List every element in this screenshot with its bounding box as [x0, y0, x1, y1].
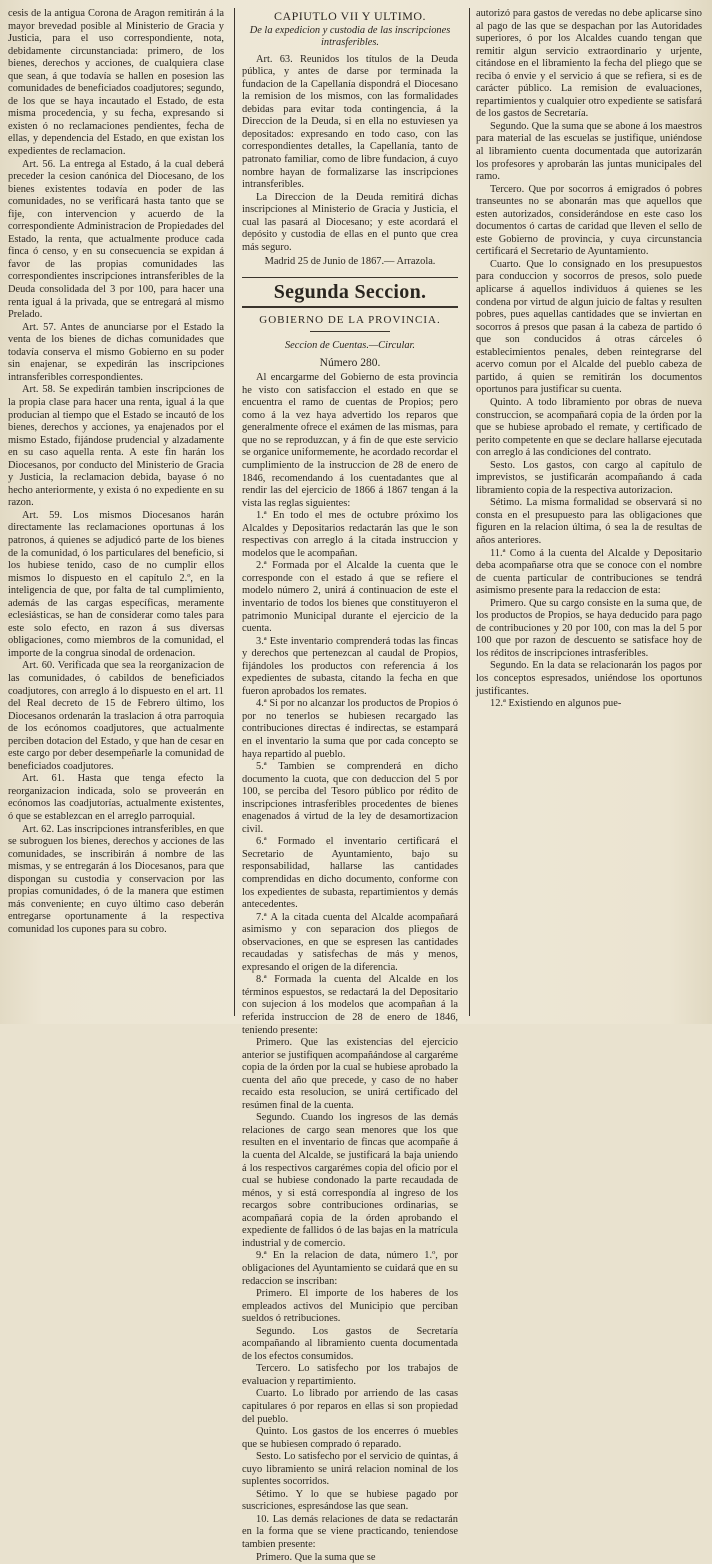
gobierno-heading: GOBIERNO DE LA PROVINCIA.: [259, 314, 441, 327]
left-column: [8, 8, 224, 1018]
paragraph: Segundo. Cuando los ingresos de las demás relaciones de cargo sean menores que los que resulten en el inventario de fincas que acompañe á la cuenta del Alcalde, se justificará la baja uniendo á los respectivos cargarémes copia del oficio por el cual se hubiese condonado la parte recaudada de ménos, y si está correspondía al ingreso de los recargos sobre contribuciones ordinarias, se acompañará copia de la órden aprobando el expediente de fallidos ó de las bajas en la matrícula industrial y de comercio.: [242, 1112, 458, 1249]
numero-heading: Número 280.: [319, 356, 381, 369]
paragraph: autorizó para gastos de veredas no debe aplicarse sino al pago de las que se despachan por las Autoridades superiores, ó por los Alcaldes cuando tengan que remitir algun servicio extraordinario y urjente, citándose en el libramiento la fecha del pliego que se reciba ó envie y el servicio á que se refiera, si es de carácter público. La remision de evaluaciones, repartimientos y cualquier otro expediente se satisfará de los gastos de Secretaría.: [476, 8, 702, 120]
section-title: Segunda Seccion.: [273, 280, 427, 303]
paragraph: Primero. Que las existencias del ejercicio anterior se justifiquen acompañándose al cargaréme copia de la órden por la cual se hubiese aprobado la cuenta del año que precede, y caso de no haber recaido esta resolucion, se unirá certificado del resúmen final de la cuenta.: [242, 1037, 458, 1111]
article-56: Art. 56. La entrega al Estado, á la cual deberá preceder la cesion canónica del Diocesano, de los bienes existentes todavía en poder de las comunidades, no se verificará hasta tanto que se fije, con intervencion y acuerdo de la correspondiente Administracion de Propiedades del Estado, la renta, que actualmente produce cada finca ó censo, y en su consecuencia se expidan á favor de las propias comunidades las correspondientes inscripciones intransferibles de la Deuda consolidada del 3 por 100, para hacer una renta igual á la privada, que se entregará al mismo Prelado.: [8, 158, 224, 321]
paragraph: Tercero. Que por socorros á emigrados ó pobres transeuntes no se abonarán mas que aquellos que esten autorizados, considerándose en este caso los documentos ó cartas de caridad que lleven el sello de este Gobierno de provincia, y cuya circunstancia certificará el Secretario de Ayuntamiento.: [476, 183, 702, 258]
right-column: [476, 8, 702, 1018]
article-60: Art. 60. Verificada que sea la reorganizacion de las comunidades, ó cabildos de beneficiados coadjutores, con arreglo á lo dispuesto en el art. 11 del Real decreto de 15 de Febrero último, los Diocesanos ordenarán la traslacion á otra parroquia de los ecónomos coadjutores, que actualmente perciben dotacion del Estado, y que han de cesar en este cargo por deber desempeñarle la comunidad de beneficiados coadjutores.: [8, 660, 224, 772]
paragraph: Primero. Que su cargo consiste en la suma que, de los productos de Propios, se haya deducido para pago de contribuciones y 20 por 100, con mas la del 5 por 100 que por razon de descuento se satisface hoy de los réditos de inscripciones intrasferibles.: [476, 597, 702, 659]
paragraph: Sétimo. Y lo que se hubiese pagado por suscriciones, espresándose las que sean.: [242, 1488, 458, 1513]
chapter-subheading: De la expedicion y custodia de las inscripciones intrasferibles.: [249, 24, 451, 49]
paragraph: Quinto. Los gastos de los encerres ó muebles que se hubiesen comprado ó reparado.: [242, 1426, 458, 1450]
paragraph: Tercero. Lo satisfecho por los trabajos de evaluacion y repartimiento.: [242, 1363, 458, 1387]
rule-5: 5.ª Tambien se comprenderá en dicho documento la cuota, que con deduccion del 5 por 100, se perciba del Tesoro público por rédito de inscripciones intrasferibles procedentes de bienes enagenados á virtud de la ley de desamortizacion civil.: [242, 761, 458, 835]
paragraph: Quinto. A todo libramiento por obras de nueva construccion, se acompañará copia de la órden por la que se hubiese aprobado el remate, y certificado de perito competente en que se declare hallarse ejecutada con arreglo á las condiciones del contrato.: [476, 396, 702, 459]
rule-10: 10. Las demás relaciones de data se redactarán en la forma que se viene practicando, teniendose tambien presente:: [242, 1513, 458, 1550]
article-62: Art. 62. Las inscripciones intransferibles, en que se subroguen los bienes, derechos y acciones de las comunidades, se inscribirán á nombre de las mismas, y se entregarán á los Diocesanos, para que dispongan su custodia y conservacion por las propias comunidades, ó de la manera que estimen más conveniente; en cuyo último caso deberán entregarse oportunamente á la respectiva comunidad los cupones para su cobro.: [8, 823, 224, 935]
paragraph: Sesto. Los gastos, con cargo al capítulo de imprevistos, se justificarán acompañando á cada libramiento copia de la respectiva autorizacion.: [476, 459, 702, 496]
rule-1: 1.ª En todo el mes de octubre próximo los Alcaldes y Depositarios redactarán las que le son respectivas con arreglo á la citada instruccion y modelos que le acompañan.: [242, 510, 458, 559]
paragraph: Segundo. Los gastos de Secretaría acompañando al libramiento cuenta documentada de los efectos consumidos.: [242, 1325, 458, 1362]
paragraph: Al encargarme del Gobierno de esta provincia he visto con satisfaccion el estado en que se encuentra el ramo de cuentas de Propios; pero como á la vez haya advertido los reparos que generalmente ofrece el exámen de las mismas, para que no se reproduzcan, y á fin de que este servicio se organice uniformemente, he acordado recordar el cumplimiento de la instruccion de 28 de enero de 1846, recomendando á los cuentadantes que al rendir las del ejercicio de 1866 á 1867 tengan á la vista las reglas siguientes:: [242, 372, 458, 509]
paragraph: Segundo. En la data se relacionarán los pagos por los conceptos espresados, uniéndose los oportunos justificantes.: [476, 660, 702, 697]
column-divider: [234, 8, 235, 1016]
paragraph: Sétimo. La misma formalidad se observará si no consta en el presupuesto para las obligaciones que figuren en la relacion última, ó sea la de resultas de años anteriores.: [476, 497, 702, 546]
section-rule: [242, 277, 458, 278]
column-divider: [469, 8, 470, 1016]
paragraph: Sesto. Lo satisfecho por el servicio de quintas, á cuyo libramiento se unirá relacion nominal de los suplentes socorridos.: [242, 1451, 458, 1488]
article-59: Art. 59. Los mismos Diocesanos harán directamente las reclamaciones oportunas á los patronos, á quienes se adjudicó parte de los bienes de la comunidad, ó los particulares del beneficio, si los hubiese tenido, caso de no cumplir ellos mismos lo dispuesto en el capítulo 2.º, en la inteligencia de que, por falta de tal cumplimiento, además de las cargas específicas, meramente eclesiásticas, se han de considerar como tales para este solo efecto, en razon á sus diversas obligaciones, como miembros de la comunidad, el importe de la congrua sinodal de ordenacion.: [8, 509, 224, 659]
rule-11: 11.ª Como á la cuenta del Alcalde y Depositario deba acompañarse otra que se conoce con el nombre de cuenta particular de contribuciones se tendrá asimismo presente para la redaccion de esta:: [476, 547, 702, 597]
paragraph: Primero. El importe de los haberes de los empleados activos del Municipio que perciban sueldos ó retribuciones.: [242, 1288, 458, 1325]
article-58: Art. 58. Se expedirán tambien inscripciones de la propia clase para hacer una renta, igual á la que producian al tiempo que el Estado se incautó de los bienes, derechos y acciones, ya enajenados por el mismo Estado, fijándose prudencial y alzadamente en su caso aquella renta. A este fin harán los Diocesanos, por conducto del Ministerio de Gracia y Justicia, la reclamacion debida, bayase ó no hecho anteriormente, y exista ó no expediente en su razon.: [8, 384, 224, 509]
rule-12: 12.ª Existiendo en algunos pue-: [490, 698, 622, 710]
rule-7: 7.ª A la citada cuenta del Alcalde acompañará asimismo y con separacion dos pliegos de observaciones, en que se espresen las cantidades recaudadas y satisfechas de más y menos, expresando el origen de la diferencia.: [242, 911, 458, 973]
rule-3: 3.ª Este inventario comprenderá todas las fincas y derechos que pertenezcan al caudal de Propios, fijándoles los productos con referencia á los expedientes de subasta, citando la fecha en que fueron aprobados los remates.: [242, 635, 458, 697]
rule-8: 8.ª Formada la cuenta del Alcalde en los términos espuestos, se redactará la del Depositario con sujecion á los modelos que acompañan á la referida instruccion de 28 de enero de 1846, teniendo presente:: [242, 974, 458, 1036]
article-61: Art. 61. Hasta que tenga efecto la reorganizacion indicada, solo se proveerán en ecónomos las coadjutorías, actualmente existentes, ó que se establezcan en el arreglo parroquial.: [8, 773, 224, 822]
chapter-heading: CAPIUTLO VII Y ULTIMO.: [273, 9, 427, 23]
rule-9: 9.ª En la relacion de data, número 1.º, por obligaciones del Ayuntamiento se cuidará que en su redaccion se inscriban:: [242, 1250, 458, 1287]
short-rule: [310, 331, 390, 332]
middle-column: [242, 8, 458, 1563]
rule-6: 6.ª Formado el inventario certificará el Secretario de Ayuntamiento, bajo su responsabilidad, hallarse las cantidades comprendidas en dicho documento, conforme con los expedientes de subasta, repartimientos y demás antecedentes.: [242, 836, 458, 911]
article-63: Art. 63. Reunidos los títulos de la Deuda pública, y antes de darse por terminada la fundacion de la Capellanía dispondrá el Diocesano la remision de los mismos, con las formalidades debidas para evitar toda contingencia, á la Direccion de la Deuda, si en ella no estuviesen ya depositados: expresando en todo caso, con las correspondientes detalles, la Capellanía, tanto de patronato familiar, como de libre fundacion, á cuyo nombre hayan de formalizarse las inscripciones intransferibles.: [242, 53, 458, 191]
paragraph: Cuarto. Lo librado por arriendo de las casas capitulares ó por reparos en ellas si son propiedad del pueblo.: [242, 1388, 458, 1425]
section-rule: [242, 306, 458, 308]
article-57: Art. 57. Antes de anunciarse por el Estado la venta de los bienes de dichas comunidades que todavía conserva el mismo Gobierno en su poder sin enajenar, se expedirán las inscripciones intransferibles correspondientes.: [8, 321, 224, 383]
signature: Madrid 25 de Junio de 1867.— Arrazola.: [264, 256, 436, 268]
paragraph: Cuarto. Que lo consignado en los presupuestos para conduccion y socorros de presos, solo puede aplicarse á aquellos individuos á quienes se les condena por virtud de algun juicio de faltas y resulten pobres, pues aquellas cantidades que se inviertan en socorros á presos que pasan á la cabeza de partido ó que son conducidos á otras cárceles ó establecimientos penales, deben reintegrarse del acervo comun por el Alcalde del pueblo cabeza de partido, á quien se remitirán los documentos oportunos para justificar su cuenta.: [476, 258, 702, 396]
seccion-heading: Seccion de Cuentas.—Circular.: [284, 340, 416, 352]
paragraph: cesis de la antigua Corona de Aragon remitirán á la mayor brevedad posible al Ministerio de Gracia y Justicia, para el uso correspondiente, nota, debidamente circunstanciada: primero, de los bienes, derechos y acciones, de cualquiera clase que sean, á que todavía se hallen en posesion las comunidades de beneficiados coadjutores; segundo, de los que se haya incautado el Estado, de esta misma procedencia, y su fecha, expresando si existen ó no reclamaciones pendientes, fecha de ellas, y dependencia del Estado, en que existan los expedientes de reclamacion.: [8, 8, 224, 158]
rule-4: 4.ª Si por no alcanzar los productos de Propios ó por no tenerlos se hubiesen recargado las contribuciones directas é indirectas, se estampará en el inventario la suma que por cada concepto se haya repartido al pueblo.: [242, 698, 458, 760]
paragraph: Primero. Que la suma que se: [256, 1551, 376, 1563]
paragraph: Segundo. Que la suma que se abone á los maestros para material de las escuelas se justifique, uniéndose al libramiento cuenta documentada que autorizarán los profesores y aprobarán las juntas municipales del ramo.: [476, 120, 702, 183]
rule-2: 2.ª Formada por el Alcalde la cuenta que le corresponde con el estado á que se refiere el modelo número 2, unirá á continuacion de este el inventario de todos los bienes que constituyeron el patrimonio Municipal durante el ejercicio de la cuenta.: [242, 560, 458, 635]
paragraph: La Direccion de la Deuda remitirá dichas inscripciones al Ministerio de Gracia y Justicia, el cual las pasará al Diocesano; y este acordará el depósito y custodia de ellas en el punto que crea más seguro.: [242, 191, 458, 253]
